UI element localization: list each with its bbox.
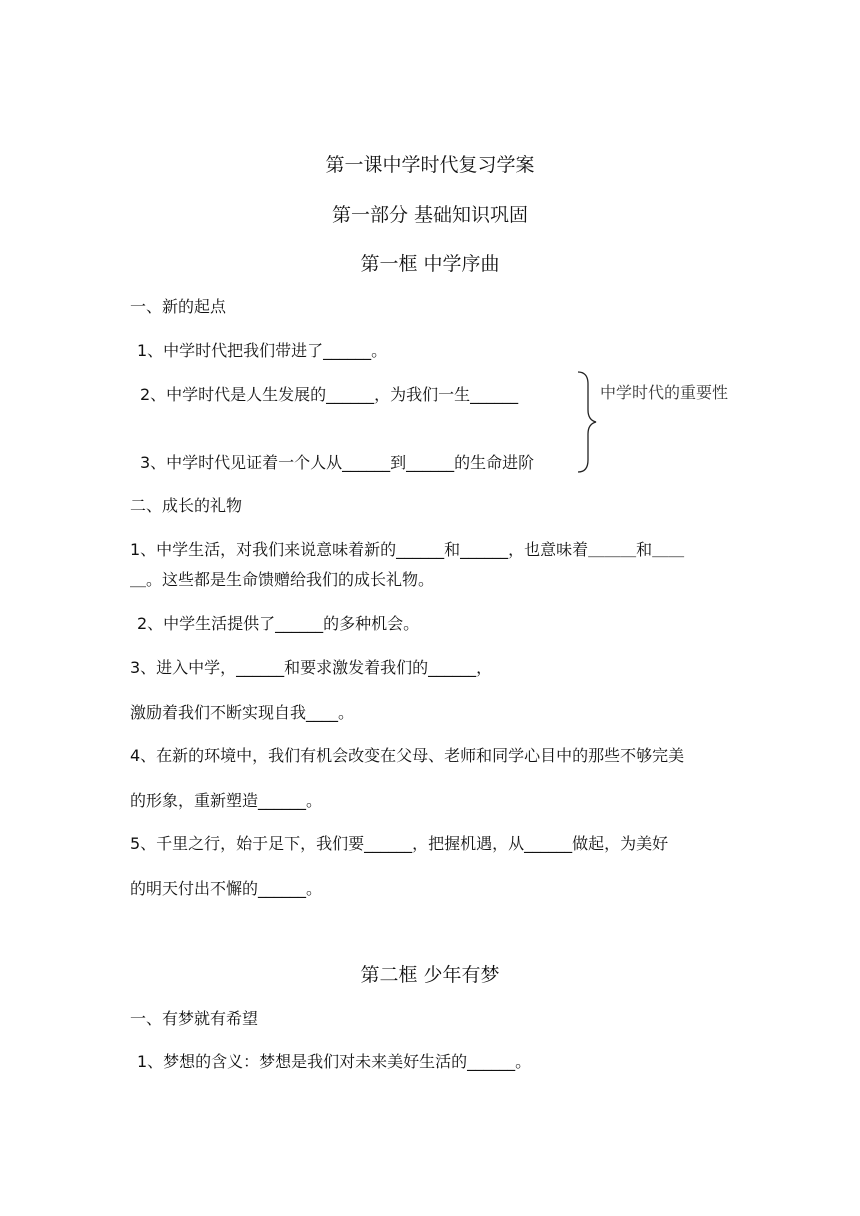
section2-item1-line2: ＿。这些都是生命馈赠给我们的成长礼物。 bbox=[130, 570, 435, 589]
importance-label: 中学时代的重要性 bbox=[600, 383, 729, 402]
section1-item2: 2、中学时代是人生发展的______，为我们一生______ bbox=[140, 385, 519, 404]
frame2-heading: 第二框 少年有梦 bbox=[360, 964, 500, 986]
frame2-section1-heading: 一、有梦就有希望 bbox=[130, 1009, 259, 1028]
section1-item1: 1、中学时代把我们带进了______。 bbox=[137, 341, 388, 360]
section2-item5-line1: 5、千里之行，始于足下，我们要______，把握机遇，从______做起，为美好 bbox=[130, 834, 669, 853]
section1-heading: 一、新的起点 bbox=[130, 297, 227, 316]
section2-item3-line2: 激励着我们不断实现自我____。 bbox=[130, 703, 355, 722]
section1-item3: 3、中学时代见证着一个人从______到______的生命进阶 bbox=[140, 453, 535, 472]
part-heading: 第一部分 基础知识巩固 bbox=[331, 204, 529, 226]
section2-item4-line2: 的形象，重新塑造______。 bbox=[130, 791, 323, 810]
section2-heading: 二、成长的礼物 bbox=[130, 496, 243, 515]
document-title: 第一课中学时代复习学案 bbox=[325, 154, 535, 176]
right-brace bbox=[570, 370, 600, 475]
section2-item3-line1: 3、进入中学，______和要求激发着我们的______， bbox=[130, 658, 493, 677]
section2-item4-line1: 4、在新的环境中，我们有机会改变在父母、老师和同学心目中的那些不够完美 bbox=[130, 746, 685, 765]
section2-item2: 2、中学生活提供了______的多种机会。 bbox=[137, 614, 420, 633]
frame2-item1: 1、梦想的含义：梦想是我们对未来美好生活的______。 bbox=[137, 1052, 532, 1071]
frame1-heading: 第一框 中学序曲 bbox=[360, 253, 500, 275]
section2-item5-line2: 的明天付出不懈的______。 bbox=[130, 879, 323, 898]
section2-item1-line1: 1、中学生活，对我们来说意味着新的______和______，也意味着＿＿＿和＿＿ bbox=[130, 540, 685, 559]
